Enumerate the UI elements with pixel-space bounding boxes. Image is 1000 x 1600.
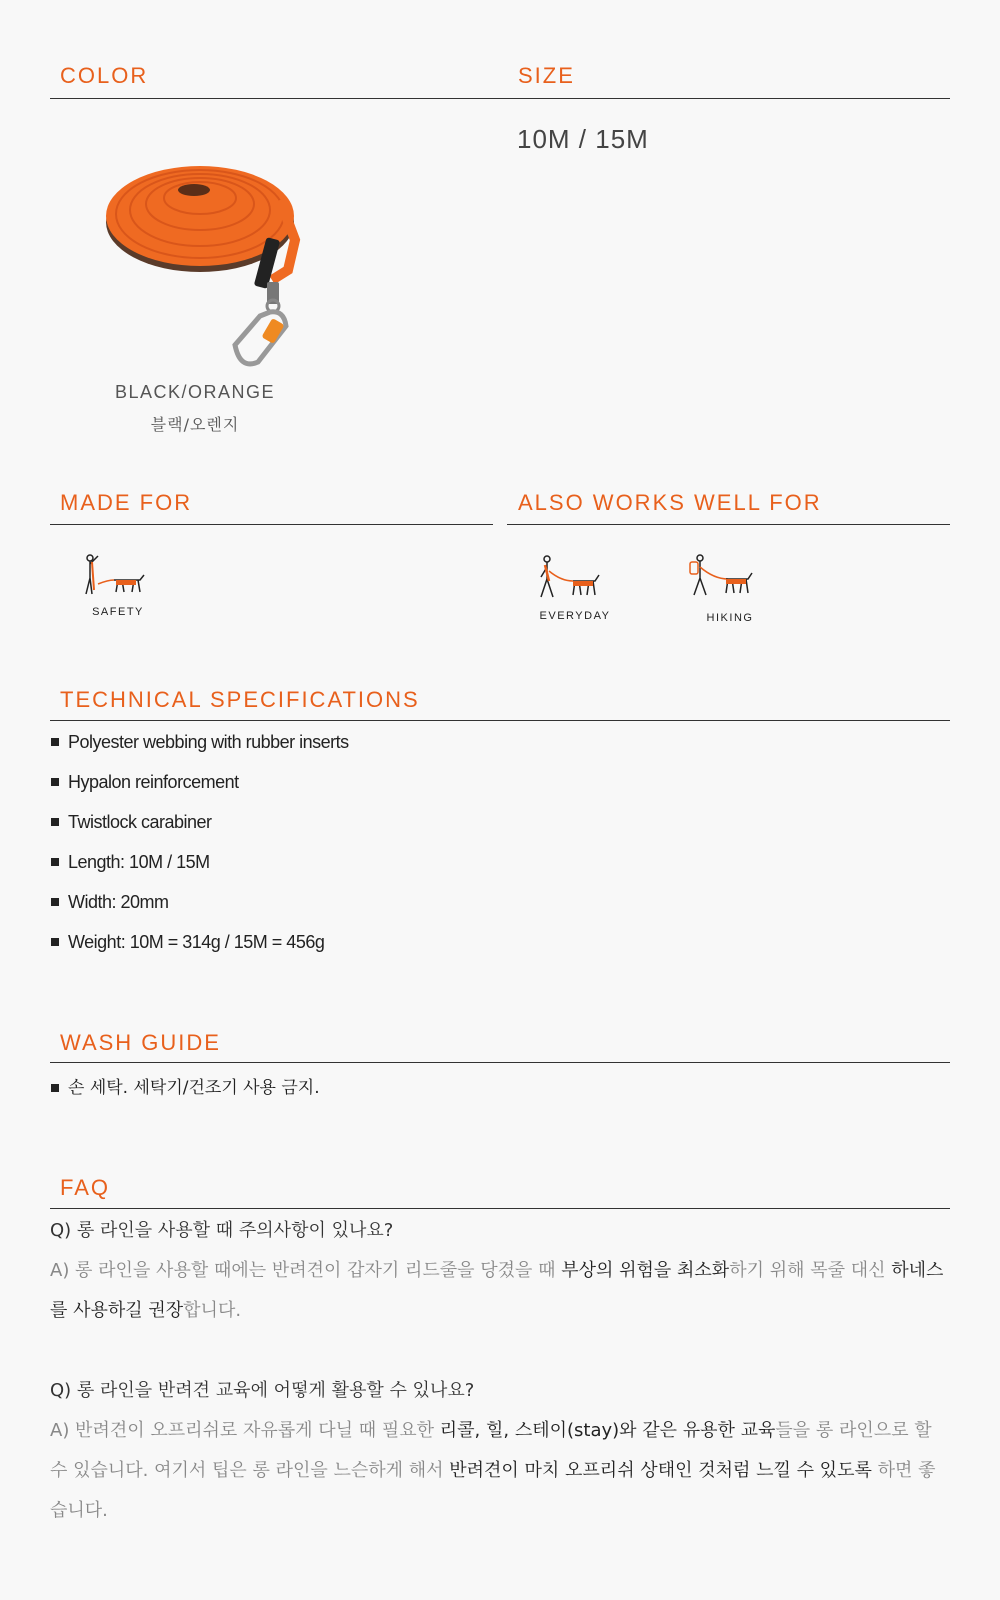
spec-item: Hypalon reinforcement xyxy=(50,771,349,811)
faq-heading: FAQ xyxy=(60,1175,111,1200)
spec-item: Twistlock carabiner xyxy=(50,811,349,851)
also-works-heading: ALSO WORKS WELL FOR xyxy=(518,490,822,515)
safety-icon xyxy=(78,550,158,600)
faq-answer-text: A) 롱 라인을 사용할 때에는 반려견이 갑자기 리드줄을 당겼을 때 xyxy=(50,1260,562,1281)
made-for-heading: MADE FOR xyxy=(60,490,193,515)
wash-guide-divider xyxy=(50,1062,950,1063)
hiking-icon xyxy=(688,553,768,603)
hiking-label: HIKING xyxy=(706,612,754,624)
product-leash-image xyxy=(100,130,320,375)
spec-item: Weight: 10M = 314g / 15M = 456g xyxy=(50,931,349,971)
size-value: 10M / 15M xyxy=(517,124,649,154)
spec-item: Polyester webbing with rubber inserts xyxy=(50,731,349,771)
color-heading: COLOR xyxy=(60,63,149,88)
color-name-en: BLACK/ORANGE xyxy=(114,382,276,402)
faq-answer-emphasis: 반려견이 마치 오프리쉬 상태인 것처럼 느낄 수 있도록 xyxy=(449,1460,872,1481)
faq-answer-1 xyxy=(50,1251,950,1331)
faq-answer-text: 합니다. xyxy=(183,1300,242,1321)
everyday-icon xyxy=(535,553,615,603)
faq-answer-text: 하기 위해 목줄 대신 xyxy=(729,1260,892,1281)
faq-answer-text: 들을 롱 라인으로 할 수 있습니다. 여기서 팁은 롱 라인을 느슨하게 해서 xyxy=(50,1420,932,1481)
everyday-label: EVERYDAY xyxy=(539,610,611,622)
faq-answer-text: 하면 좋습니다. xyxy=(50,1460,936,1521)
faq-answer-emphasis: 하네스를 사용하길 권장 xyxy=(50,1260,944,1321)
faq-answer-text: A) 반려견이 오프리쉬로 자유롭게 다닐 때 필요한 xyxy=(50,1420,440,1441)
color-name-ko: 블랙/오렌지 xyxy=(150,415,240,434)
faq-question-1: Q) 롱 라인을 사용할 때 주의사항이 있나요? xyxy=(50,1220,394,1241)
faq-answer-emphasis: 리콜, 힐, 스테이(stay)와 같은 유용한 교육 xyxy=(439,1420,776,1441)
also-works-divider xyxy=(507,524,950,525)
made-for-divider xyxy=(50,524,493,525)
color-size-divider xyxy=(50,98,950,99)
faq-answer-emphasis: 부상의 위험을 최소화 xyxy=(561,1260,730,1281)
faq-question-2: Q) 롱 라인을 반려견 교육에 어떻게 활용할 수 있나요? xyxy=(50,1380,475,1401)
tech-specs-heading: TECHNICAL SPECIFICATIONS xyxy=(60,687,420,712)
spec-item: Width: 20mm xyxy=(50,891,349,931)
size-heading: SIZE xyxy=(518,63,575,88)
tech-specs-divider xyxy=(50,720,950,721)
safety-label: SAFETY xyxy=(92,606,144,618)
faq-answer-2 xyxy=(50,1411,950,1531)
specs-list xyxy=(50,731,349,971)
faq-divider xyxy=(50,1208,950,1209)
spec-item: Length: 10M / 15M xyxy=(50,851,349,891)
wash-instruction: 손 세탁. 세탁기/건조기 사용 금지. xyxy=(50,1077,320,1099)
wash-guide-heading: WASH GUIDE xyxy=(60,1030,221,1055)
